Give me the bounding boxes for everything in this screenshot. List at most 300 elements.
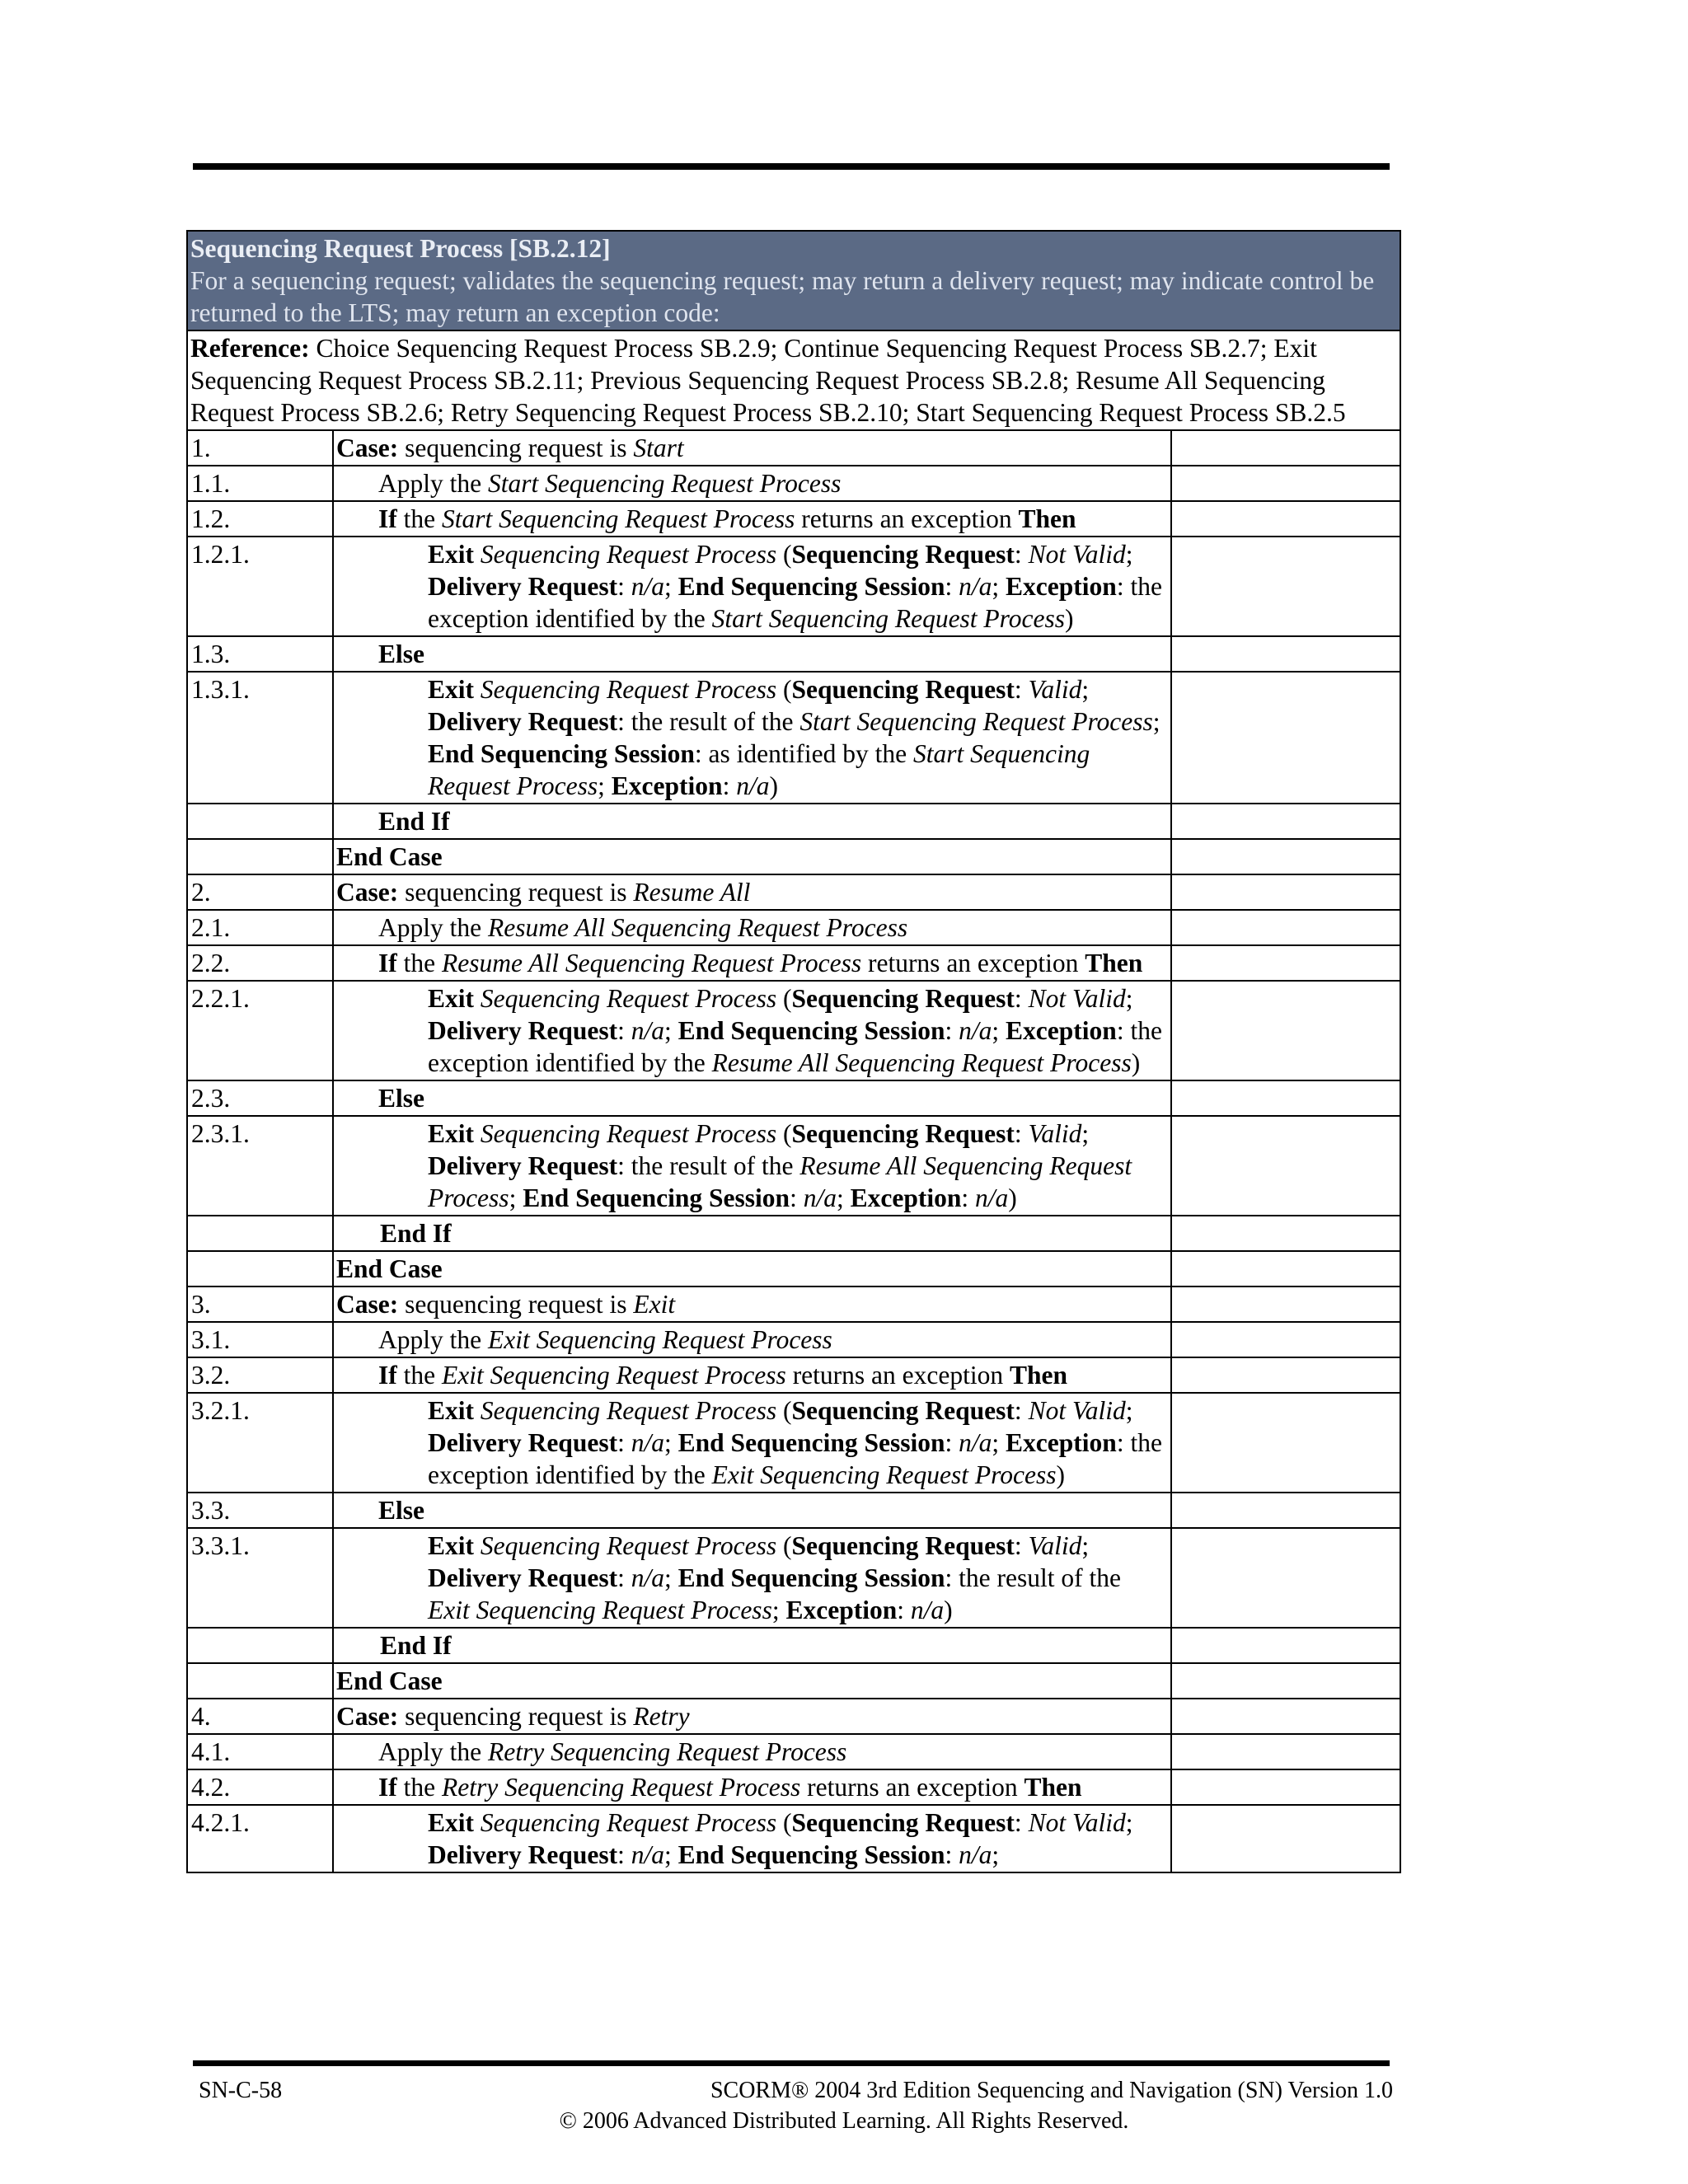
step-text-run: Not Valid xyxy=(1028,1808,1126,1837)
step-text-run: Apply the xyxy=(378,469,488,498)
table-row xyxy=(187,466,1400,501)
step-text-run: Sequencing Request xyxy=(791,675,1015,704)
step-text xyxy=(333,1116,1171,1216)
table-row xyxy=(187,1493,1400,1528)
step-text-run: Retry Sequencing Request Process xyxy=(487,1737,847,1766)
step-text-run: : xyxy=(1014,1808,1029,1837)
step-number: 3. xyxy=(187,1286,333,1322)
step-text-run: : xyxy=(945,1428,959,1457)
step-number: 1.2.1. xyxy=(187,537,333,636)
step-text-run: ; xyxy=(663,1016,678,1045)
table-row xyxy=(187,501,1400,537)
step-text-run: Start Sequencing Request Process xyxy=(487,469,842,498)
step-number: 4.2.1. xyxy=(187,1805,333,1872)
step-text-run: ; xyxy=(1125,1396,1133,1425)
step-text-run: sequencing request is xyxy=(398,878,634,907)
step-text xyxy=(333,1769,1171,1805)
step-number: 1.3.1. xyxy=(187,672,333,804)
step-text xyxy=(333,501,1171,537)
step-number: 1.3. xyxy=(187,636,333,672)
step-text-run: ; xyxy=(992,572,1006,601)
reference-cell xyxy=(187,330,1400,430)
step-text-run: Sequencing Request Process xyxy=(480,675,777,704)
step-text-run: ) xyxy=(1065,604,1074,633)
table-row xyxy=(187,1734,1400,1769)
step-number xyxy=(187,839,333,874)
step-notes-cell xyxy=(1171,1251,1400,1286)
step-text-run: Exit Sequencing Request Process xyxy=(441,1361,786,1390)
step-text-run: n/a xyxy=(910,1596,945,1624)
step-number xyxy=(187,1216,333,1251)
table-row xyxy=(187,1628,1400,1663)
step-text-run: n/a xyxy=(803,1183,837,1212)
step-text-run: Resume All xyxy=(633,878,751,907)
step-number: 4.2. xyxy=(187,1769,333,1805)
step-text-run: End Sequencing Session xyxy=(678,1563,945,1592)
step-text-run: Exit xyxy=(428,1531,475,1560)
step-text-run: Then xyxy=(1024,1773,1082,1802)
step-notes-cell xyxy=(1171,501,1400,537)
step-text-run: Exception xyxy=(1006,1428,1117,1457)
table-row xyxy=(187,1663,1400,1699)
step-text-run: n/a xyxy=(736,771,770,800)
step-text xyxy=(333,1628,1171,1663)
step-text-run: End If xyxy=(380,1631,452,1660)
step-text-run: Exit xyxy=(428,540,475,569)
step-text-run: : xyxy=(945,1016,959,1045)
step-number: 3.1. xyxy=(187,1322,333,1357)
step-text-run: : xyxy=(617,1840,631,1869)
step-text-run: ; xyxy=(663,572,678,601)
step-text-run: Exit Sequencing Request Process xyxy=(487,1325,832,1354)
step-number xyxy=(187,1628,333,1663)
step-text-run: : the result of the xyxy=(617,707,800,736)
step-text-run: Sequencing Request Process xyxy=(480,1531,777,1560)
step-text-run: Exception xyxy=(611,771,723,800)
step-text xyxy=(333,874,1171,910)
step-text-run: Delivery Request xyxy=(428,1428,618,1457)
step-text-run: Resume All Sequencing Request Process xyxy=(441,949,862,977)
step-text-run: Valid xyxy=(1028,1531,1082,1560)
process-title: Sequencing Request Process [SB.2.12] xyxy=(190,234,611,263)
table-row xyxy=(187,1357,1400,1393)
step-text-run: Exit xyxy=(633,1290,676,1319)
table-row xyxy=(187,804,1400,839)
bottom-rule xyxy=(193,2060,1390,2066)
table-row xyxy=(187,1528,1400,1628)
footer-page-number: SN-C-58 xyxy=(199,2078,283,2103)
step-text-run: End Sequencing Session xyxy=(678,1840,945,1869)
step-text-run: : xyxy=(617,572,631,601)
table-row xyxy=(187,1805,1400,1872)
step-text-run: Exit Sequencing Request Process xyxy=(428,1596,772,1624)
step-text-run: Case: xyxy=(336,878,399,907)
step-text-run: ; xyxy=(1081,1531,1090,1560)
step-text-run xyxy=(474,675,481,704)
step-text-run: End Case xyxy=(336,1254,443,1283)
step-text xyxy=(333,1528,1171,1628)
step-text-run: Delivery Request xyxy=(428,572,618,601)
step-text-run: returns an exception xyxy=(861,949,1085,977)
step-text-run: If xyxy=(378,949,397,977)
step-text-run: : as identified by the xyxy=(694,739,913,768)
step-notes-cell xyxy=(1171,981,1400,1080)
step-text-run: Exit xyxy=(428,1808,475,1837)
step-text-run: n/a xyxy=(975,1183,1009,1212)
step-text xyxy=(333,1393,1171,1493)
step-text-run: ; xyxy=(1125,984,1133,1013)
step-text xyxy=(333,1080,1171,1116)
step-text-run: ( xyxy=(776,540,792,569)
step-text xyxy=(333,1699,1171,1734)
step-number: 2.1. xyxy=(187,910,333,945)
step-text-run: Start Sequencing Request Process xyxy=(428,739,1090,800)
step-text-run xyxy=(474,1396,481,1425)
step-notes-cell xyxy=(1171,1393,1400,1493)
step-text xyxy=(333,430,1171,466)
table-row xyxy=(187,1286,1400,1322)
step-text xyxy=(333,537,1171,636)
step-text-run: the xyxy=(396,1361,442,1390)
step-text-run: Sequencing Request xyxy=(791,540,1015,569)
step-text-run: Exception xyxy=(1006,572,1117,601)
step-text-run: Sequencing Request Process xyxy=(480,984,777,1013)
step-text-run: : xyxy=(961,1183,976,1212)
step-notes-cell xyxy=(1171,636,1400,672)
step-text-run: the xyxy=(396,949,442,977)
step-text-run xyxy=(474,540,481,569)
step-text-run: the xyxy=(396,1773,442,1802)
step-number: 3.3.1. xyxy=(187,1528,333,1628)
step-notes-cell xyxy=(1171,804,1400,839)
reference-text: Choice Sequencing Request Process SB.2.9; Continue Sequencing Request Process SB.2.7; Exit Sequencing Request Process SB.2.11; Previous Sequencing Request Process SB.2.8; Resume All Sequencing Request Process SB.2.6; Retry Sequencing Request Process SB.2.10; Start Sequencing Request Process SB.2.5 xyxy=(190,334,1346,427)
step-text-run: ; xyxy=(1125,1808,1133,1837)
step-notes-cell xyxy=(1171,1663,1400,1699)
step-text-run xyxy=(474,1808,481,1837)
step-notes-cell xyxy=(1171,1286,1400,1322)
step-notes-cell xyxy=(1171,1528,1400,1628)
step-text-run: Then xyxy=(1018,504,1076,533)
step-text-run: n/a xyxy=(959,1428,992,1457)
step-text-run: Delivery Request xyxy=(428,1151,618,1180)
step-text-run: n/a xyxy=(631,1016,664,1045)
step-notes-cell xyxy=(1171,672,1400,804)
step-text-run: End Case xyxy=(336,842,443,871)
step-text-run: ; xyxy=(1152,707,1160,736)
step-text-run: Case: xyxy=(336,1290,399,1319)
step-text-run: End If xyxy=(380,1219,452,1248)
step-text-run: : the exception identified by the xyxy=(428,1016,1162,1077)
step-text-run: Resume All Sequencing Request Process xyxy=(428,1151,1132,1212)
table-row xyxy=(187,672,1400,804)
step-text xyxy=(333,1251,1171,1286)
step-text-run: If xyxy=(378,504,397,533)
step-text-run: ) xyxy=(1008,1183,1017,1212)
step-notes-cell xyxy=(1171,1769,1400,1805)
step-text xyxy=(333,672,1171,804)
step-text-run: : xyxy=(617,1428,631,1457)
step-text-run: ; xyxy=(836,1183,851,1212)
step-text-run: Else xyxy=(378,640,425,668)
step-text-run: Start Sequencing Request Process xyxy=(799,707,1153,736)
step-text-run: n/a xyxy=(631,1840,664,1869)
table-row xyxy=(187,1216,1400,1251)
step-text-run: Sequencing Request Process xyxy=(480,540,777,569)
step-text xyxy=(333,1663,1171,1699)
step-notes-cell xyxy=(1171,1493,1400,1528)
step-notes-cell xyxy=(1171,874,1400,910)
step-text-run: Exception xyxy=(850,1183,962,1212)
step-notes-cell xyxy=(1171,430,1400,466)
step-text-run: : xyxy=(617,1563,631,1592)
step-text-run: : xyxy=(722,771,737,800)
step-text-run: : xyxy=(1014,540,1029,569)
step-number: 2.2. xyxy=(187,945,333,981)
step-text xyxy=(333,910,1171,945)
step-text xyxy=(333,839,1171,874)
step-notes-cell xyxy=(1171,1628,1400,1663)
step-number: 3.2. xyxy=(187,1357,333,1393)
step-text-run: ) xyxy=(1056,1460,1065,1489)
step-text-run: End Sequencing Session xyxy=(523,1183,790,1212)
step-text-run: ( xyxy=(776,1531,792,1560)
step-text-run: ; xyxy=(663,1428,678,1457)
step-text-run: ; xyxy=(992,1428,1006,1457)
step-number: 2.2.1. xyxy=(187,981,333,1080)
step-text-run: Exit xyxy=(428,984,475,1013)
step-text-run: Resume All Sequencing Request Process xyxy=(487,913,908,942)
step-text-run: : xyxy=(945,1840,959,1869)
step-notes-cell xyxy=(1171,1734,1400,1769)
step-notes-cell xyxy=(1171,1116,1400,1216)
table-header-cell xyxy=(187,231,1400,330)
step-text-run: End If xyxy=(378,807,450,836)
step-text-run: sequencing request is xyxy=(398,434,634,462)
step-text-run: ( xyxy=(776,1119,792,1148)
step-text-run: ; xyxy=(663,1563,678,1592)
step-text-run: Exception xyxy=(785,1596,898,1624)
step-number: 3.3. xyxy=(187,1493,333,1528)
step-text-run: Then xyxy=(1085,949,1143,977)
step-text-run: Else xyxy=(378,1496,425,1525)
step-text-run: Not Valid xyxy=(1028,1396,1126,1425)
step-text-run: n/a xyxy=(959,572,992,601)
step-text-run: Apply the xyxy=(378,913,488,942)
step-text xyxy=(333,1493,1171,1528)
step-text-run: : xyxy=(1014,1531,1029,1560)
step-notes-cell xyxy=(1171,1322,1400,1357)
step-text-run: : the result of the xyxy=(617,1151,800,1180)
step-text-run: Case: xyxy=(336,1702,399,1731)
step-text-run: returns an exception xyxy=(785,1361,1010,1390)
step-text-run: Resume All Sequencing Request Process xyxy=(711,1048,1132,1077)
step-text-run: ; xyxy=(663,1840,678,1869)
step-text-run: End Sequencing Session xyxy=(678,1428,945,1457)
step-text-run: Delivery Request xyxy=(428,1563,618,1592)
table-row xyxy=(187,636,1400,672)
table-row xyxy=(187,1393,1400,1493)
step-text xyxy=(333,636,1171,672)
table-row xyxy=(187,430,1400,466)
step-text-run: ; xyxy=(992,1840,1000,1869)
step-number xyxy=(187,804,333,839)
table-row xyxy=(187,1080,1400,1116)
step-text-run: sequencing request is xyxy=(398,1290,634,1319)
step-text-run: ; xyxy=(598,771,612,800)
sequencing-request-process-table xyxy=(186,230,1401,1873)
step-notes-cell xyxy=(1171,1805,1400,1872)
step-text-run: returns an exception xyxy=(800,1773,1025,1802)
step-text-run: : xyxy=(790,1183,804,1212)
step-notes-cell xyxy=(1171,945,1400,981)
table-row xyxy=(187,1251,1400,1286)
step-text xyxy=(333,1805,1171,1872)
step-text-run: ) xyxy=(769,771,778,800)
step-text-run xyxy=(474,1119,481,1148)
step-text xyxy=(333,804,1171,839)
step-text-run: Not Valid xyxy=(1028,984,1126,1013)
step-text-run: Exit Sequencing Request Process xyxy=(711,1460,1057,1489)
step-text xyxy=(333,1322,1171,1357)
step-text-run: Sequencing Request xyxy=(791,1808,1015,1837)
step-text-run: Sequencing Request xyxy=(791,984,1015,1013)
step-text-run: ; xyxy=(1081,675,1090,704)
table-header-row xyxy=(187,231,1400,330)
step-text-run: End Case xyxy=(336,1666,443,1695)
step-notes-cell xyxy=(1171,466,1400,501)
table-row xyxy=(187,910,1400,945)
step-text-run: n/a xyxy=(959,1016,992,1045)
step-text-run: End Sequencing Session xyxy=(678,572,945,601)
table-row xyxy=(187,839,1400,874)
step-text-run: ) xyxy=(944,1596,953,1624)
step-number: 2.3.1. xyxy=(187,1116,333,1216)
step-text-run: Delivery Request xyxy=(428,707,618,736)
step-text-run xyxy=(474,984,481,1013)
step-text-run: : xyxy=(897,1596,911,1624)
step-text-run: Sequencing Request Process xyxy=(480,1808,777,1837)
footer-copyright: © 2006 Advanced Distributed Learning. All Rights Reserved. xyxy=(559,2108,1129,2134)
step-text-run: ; xyxy=(509,1183,523,1212)
step-text-run: n/a xyxy=(631,1428,664,1457)
step-text-run: Sequencing Request Process xyxy=(480,1119,777,1148)
step-text xyxy=(333,1286,1171,1322)
step-number: 2. xyxy=(187,874,333,910)
table-row xyxy=(187,945,1400,981)
step-text-run: End Sequencing Session xyxy=(428,739,695,768)
footer-document-title: SCORM® 2004 3rd Edition Sequencing and Navigation (SN) Version 1.0 xyxy=(710,2078,1393,2103)
table-row xyxy=(187,981,1400,1080)
step-text-run: : xyxy=(1014,1119,1029,1148)
step-text-run: ; xyxy=(771,1596,786,1624)
step-text-run: ; xyxy=(992,1016,1006,1045)
step-text-run: ( xyxy=(776,1808,792,1837)
step-text-run: Not Valid xyxy=(1028,540,1126,569)
step-text xyxy=(333,1734,1171,1769)
step-text-run: : the exception identified by the xyxy=(428,572,1162,633)
step-text-run: the xyxy=(396,504,442,533)
step-text-run: : xyxy=(617,1016,631,1045)
step-text-run: If xyxy=(378,1773,397,1802)
step-text-run: sequencing request is xyxy=(398,1702,634,1731)
step-text-run: : xyxy=(945,572,959,601)
step-number: 4.1. xyxy=(187,1734,333,1769)
step-text-run: Else xyxy=(378,1084,425,1113)
step-text-run: Exit xyxy=(428,1396,475,1425)
step-text-run: returns an exception xyxy=(795,504,1019,533)
step-text-run: Start xyxy=(633,434,684,462)
step-number: 4. xyxy=(187,1699,333,1734)
step-text xyxy=(333,945,1171,981)
step-text-run xyxy=(474,1531,481,1560)
step-text-run: Exit xyxy=(428,1119,475,1148)
step-text-run: n/a xyxy=(631,1563,664,1592)
table-row xyxy=(187,874,1400,910)
reference-label: Reference: xyxy=(190,334,310,363)
step-text-run: Retry xyxy=(633,1702,690,1731)
step-text xyxy=(333,981,1171,1080)
step-notes-cell xyxy=(1171,1699,1400,1734)
step-text-run: Case: xyxy=(336,434,399,462)
step-text-run: : xyxy=(1014,675,1029,704)
table-row xyxy=(187,1769,1400,1805)
table-row xyxy=(187,1699,1400,1734)
step-notes-cell xyxy=(1171,1216,1400,1251)
table-row xyxy=(187,1322,1400,1357)
step-text-run: : the result of the xyxy=(945,1563,1121,1592)
step-text-run: : xyxy=(1014,1396,1029,1425)
step-text-run: : xyxy=(1014,984,1029,1013)
process-description: For a sequencing request; validates the sequencing request; may return a delivery request; may indicate control be returned to the LTS; may return an exception code: xyxy=(190,266,1375,327)
step-text-run: End Sequencing Session xyxy=(678,1016,945,1045)
step-text-run: Sequencing Request xyxy=(791,1531,1015,1560)
step-text-run: Apply the xyxy=(378,1325,488,1354)
step-text-run: n/a xyxy=(631,572,664,601)
step-text-run: ( xyxy=(776,675,792,704)
top-rule xyxy=(193,163,1390,170)
step-text-run: Valid xyxy=(1028,675,1082,704)
step-text-run: ; xyxy=(1081,1119,1090,1148)
table-row xyxy=(187,1116,1400,1216)
step-text-run: Apply the xyxy=(378,1737,488,1766)
step-text-run: Delivery Request xyxy=(428,1840,618,1869)
step-text-run: Delivery Request xyxy=(428,1016,618,1045)
step-text-run: Exit xyxy=(428,675,475,704)
table-row xyxy=(187,537,1400,636)
step-text xyxy=(333,1357,1171,1393)
step-number: 1.1. xyxy=(187,466,333,501)
step-text-run: Sequencing Request xyxy=(791,1119,1015,1148)
step-text xyxy=(333,466,1171,501)
step-notes-cell xyxy=(1171,910,1400,945)
step-text-run: Valid xyxy=(1028,1119,1082,1148)
step-notes-cell xyxy=(1171,1080,1400,1116)
reference-row xyxy=(187,330,1400,430)
step-number xyxy=(187,1663,333,1699)
step-text-run: Start Sequencing Request Process xyxy=(711,604,1065,633)
step-text-run: Sequencing Request Process xyxy=(480,1396,777,1425)
step-text-run: ( xyxy=(776,984,792,1013)
step-notes-cell xyxy=(1171,1357,1400,1393)
step-number: 2.3. xyxy=(187,1080,333,1116)
step-text xyxy=(333,1216,1171,1251)
step-number xyxy=(187,1251,333,1286)
step-number: 1. xyxy=(187,430,333,466)
step-text-run: n/a xyxy=(959,1840,992,1869)
step-text-run: Then xyxy=(1009,1361,1067,1390)
step-number: 3.2.1. xyxy=(187,1393,333,1493)
step-notes-cell xyxy=(1171,537,1400,636)
